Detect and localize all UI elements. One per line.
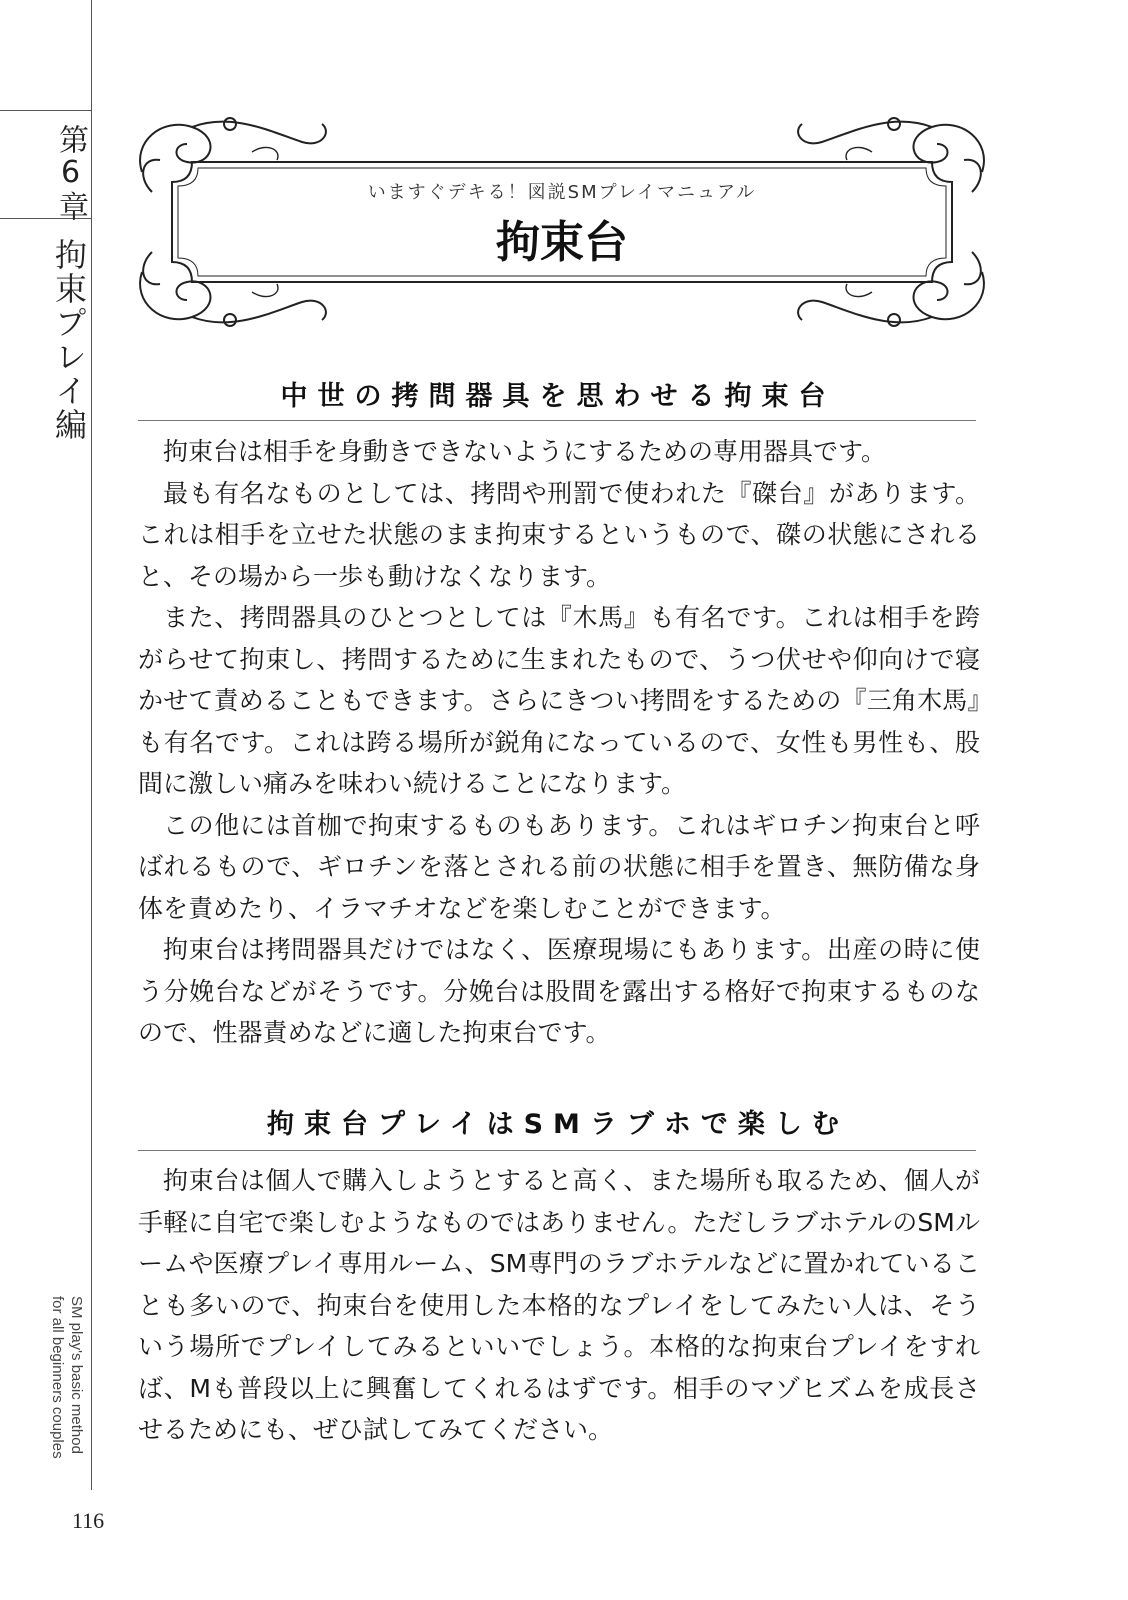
book-subtitle: いますぐデキる！図説SMプレイマニュアル [367, 182, 757, 203]
section-body-2 [138, 1160, 980, 1451]
sidebar-divider [91, 0, 92, 1490]
paragraph: 拘束台は個人で購入しようとすると高く、また場所も取るため、個人が手軽に自宅で楽しむようなものではありません。ただしラブホテルのSMルームや医療プレイ専用ルーム、SM専門のラブホテルなどに置かれていることも多いので、拘束台を使用した本格的なプレイをしてみたい人は、そういう場所でプレイしてみるといいでしょう。本格的な拘束台プレイをすれば、Mも普段以上に興奮してくれるはずです。相手のマゾヒズムを成長させるためにも、ぜひ試してみてください。 [138, 1166, 980, 1444]
section-heading-2-rule [138, 1150, 976, 1151]
section-body-1 [138, 431, 980, 1054]
paragraph: 拘束台は拷問器具だけではなく、医療現場にもあります。出産の時に使う分娩台などがそうです。分娩台は股間を露出する格好で拘束するものなので、性器責めなどに適した拘束台です。 [138, 935, 980, 1047]
section-heading-1-rule [138, 420, 976, 421]
sidebar-rule-top [0, 110, 91, 111]
section-label: 拘束プレイ編 [50, 238, 88, 442]
section-heading-2: 拘束台プレイはSMラブホで楽しむ [267, 1109, 849, 1140]
paragraph: 拘束台は相手を身動きできないようにするための専用器具です。 [163, 437, 887, 466]
series-english-title [48, 1296, 86, 1459]
page-number: 116 [72, 1508, 105, 1533]
paragraph: また、拷問器具のひとつとしては『木馬』も有名です。これは相手を跨がらせて拘束し、拷問するために生まれたもので、うつ伏せや仰向けで寝かせて責めることもできます。さらにきつい拷問をするための『三角木馬』も有名です。これは跨る場所が鋭角になっているので、女性も男性も、股間に激しい痛みを味わい続けることになります。 [138, 603, 980, 798]
paragraph: この他には首枷で拘束するものもあります。これはギロチン拘束台と呼ばれるもので、ギロチンを落とされる前の状態に相手を置き、無防備な身体を責めたり、イラマチオなどを楽しむことができます。 [138, 810, 980, 923]
paragraph: 最も有名なものとしては、拷問や刑罰で使われた『磔台』があります。これは相手を立せた状態のまま拘束するというもので、磔の状態にされると、その場から一歩も動けなくなります。 [138, 478, 980, 591]
section-heading-1: 中世の拷問器具を思わせる拘束台 [280, 381, 836, 412]
chapter-label: 第6章 [53, 124, 88, 222]
series-english-line-2: for all beginners couples [49, 1296, 66, 1459]
page-title: 拘束台 [496, 217, 628, 268]
series-english-line-1: SM play's basic method [68, 1296, 85, 1454]
title-frame [132, 112, 992, 332]
